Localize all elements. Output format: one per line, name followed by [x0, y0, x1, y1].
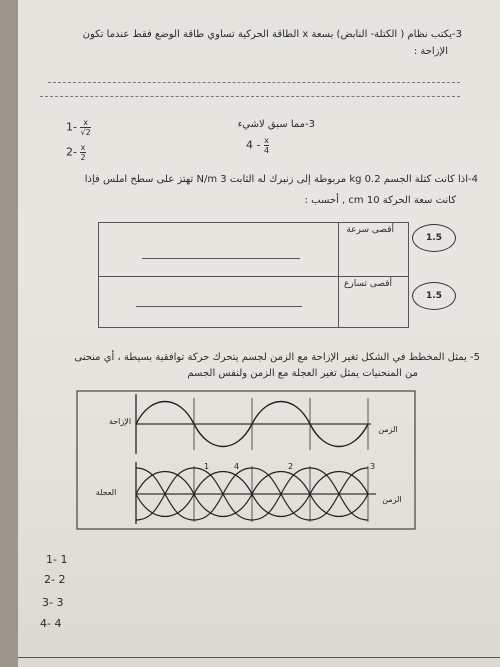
exam-page: [18, 0, 500, 667]
answer-line-1: [48, 82, 460, 83]
top-x-label: الزمن: [378, 425, 398, 434]
q3-text-line2: الإزاحة :: [413, 46, 448, 57]
q5-choice-3[interactable]: 3- 3: [42, 596, 64, 609]
answer-line-2: [40, 96, 460, 97]
q3-text-line1: 3-يكتب نظام ( الكتلة- النابض) بسعة x الطاقة الحركية تساوي طاقة الوضع فقط عندما تكون: [82, 29, 462, 40]
q4-text-line1: 4-اذا كانت كتلة الجسم 0.2 kg مربوطة إلى زنبرك له الثابت 3 N/m تهتز على سطح املس فإذا: [84, 174, 478, 185]
q4-answer-line-2[interactable]: [136, 306, 302, 307]
q4-table-column-divider: [338, 222, 339, 327]
q4-row1-label: أقصى سرعة: [346, 225, 394, 235]
curve-label-4: 4: [234, 462, 240, 471]
top-y-label: الإزاحة: [108, 417, 132, 426]
q3-option-1[interactable]: 1- $\frac{x}{√2}$: [66, 118, 91, 137]
q5-choice-4[interactable]: 4- 4: [40, 617, 62, 630]
q4-table-divider: [98, 276, 408, 277]
q4-mark-2: 1.5: [412, 282, 456, 310]
q5-choice-2[interactable]: 2- 2: [44, 573, 66, 586]
graph-frame: [77, 391, 415, 529]
q3-option-2[interactable]: 2- $\frac{x}{2}$: [66, 143, 86, 162]
curve-label-3: 3: [370, 462, 376, 471]
q4-row2-label: أقصى تسارع: [344, 279, 392, 289]
page-bottom-rule: [18, 657, 500, 658]
q3-option-4[interactable]: 4 - $\frac{x}{4}$: [246, 136, 270, 155]
q5-text-line2: من المنحنيات يمثل تغير العجلة مع الزمن ولنفس الجسم: [187, 368, 418, 379]
q3-option-1-label: 1-: [66, 120, 77, 134]
q3-option-3[interactable]: 3-مما سبق لاشيء: [237, 119, 315, 130]
q4-mark-1: 1.5: [412, 224, 456, 252]
q4-text-line2: كانت سعة الحركة 10 cm , أحسب :: [304, 195, 456, 206]
q5-graph: [76, 390, 416, 530]
curve-label-2: 2: [288, 462, 294, 471]
q4-answer-table: [98, 222, 409, 328]
q3-option-4-label: 4 -: [246, 138, 261, 152]
curve-label-1: 1: [204, 462, 210, 471]
q5-choice-1[interactable]: 1- 1: [46, 553, 68, 566]
q3-option-2-label: 2-: [66, 145, 77, 159]
bottom-y-label: العجلة: [95, 488, 117, 497]
q4-answer-line-1[interactable]: [142, 258, 300, 259]
bottom-x-label: الزمن: [382, 495, 402, 504]
q5-text-line1: 5- يمثل المخطط في الشكل تغير الإزاحة مع الزمن لجسم يتحرك حركة توافقية بسيطة ، أي منحنى: [74, 352, 480, 363]
